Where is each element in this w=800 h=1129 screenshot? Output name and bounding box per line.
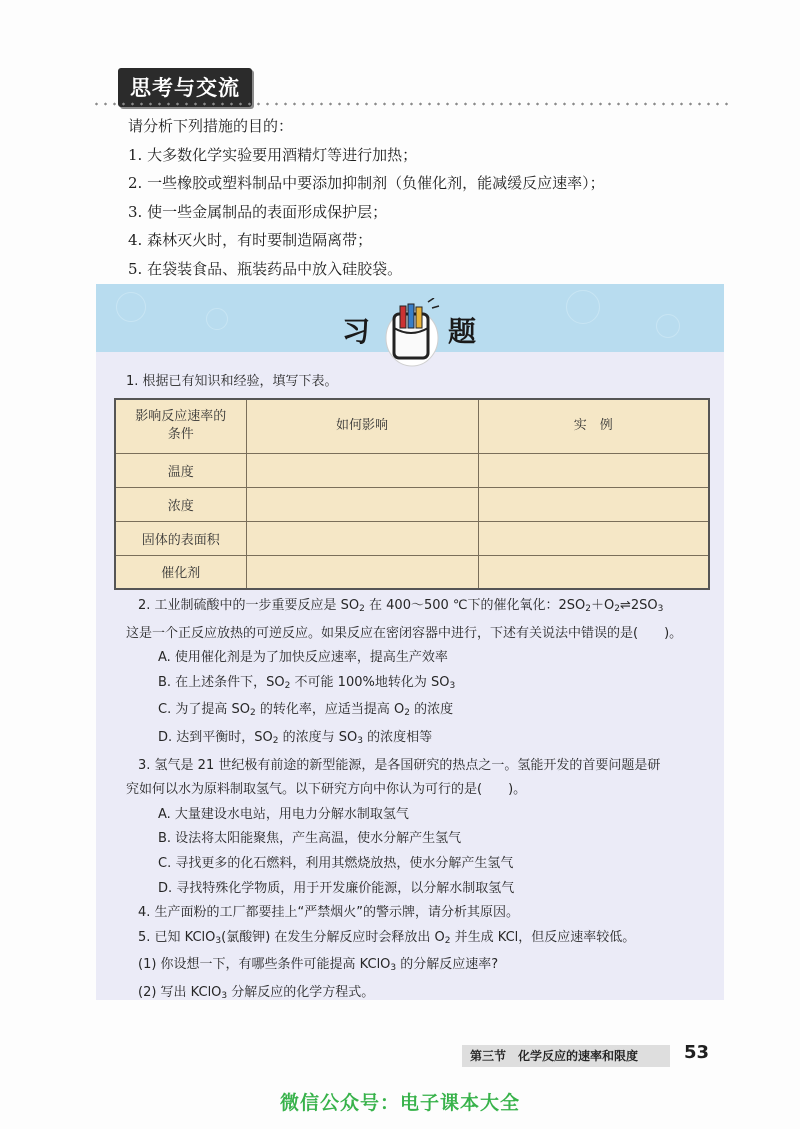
decor-bubble (656, 314, 680, 338)
table-cell-catalyst: 催化剂 (115, 555, 246, 589)
exercise-content (126, 370, 716, 395)
question-5-part-1: (1) 你设想一下，有哪些条件可能提高 KClO$_3$ 的分解反应速率? (138, 957, 499, 974)
think-item-4: 4. 森林灭火时，有时要制造隔离带； (128, 231, 373, 249)
section-footer-label: 第三节 化学反应的速率和限度 (462, 1045, 670, 1067)
decor-bubble (206, 308, 228, 330)
think-item-1: 1. 大多数化学实验要用酒精灯等进行加热； (128, 145, 418, 164)
question-4: 4. 生产面粉的工厂都要挂上“严禁烟火”的警示牌，请分析其原因。 (138, 905, 520, 921)
exercise-questions (126, 594, 716, 1009)
watermark-text: 微信公众号：电子课本大全 (279, 1092, 520, 1114)
table-row (115, 453, 709, 487)
dotted-divider (92, 102, 732, 106)
table-header-row (115, 399, 709, 453)
table-header-example: 实 例 (478, 399, 709, 453)
question-3-option-c: C. 寻找更多的化石燃料，利用其燃烧放热，使水分解产生氢气 (158, 855, 514, 871)
exercise-title-left: 习 (342, 315, 371, 348)
question-2-line-1: 2. 工业制硫酸中的一步重要反应是 $SO_2$ 在 400～500 ℃下的催化氧化：$2SO_2+O_2\rightleftharpoons 2SO_3$ (138, 598, 664, 614)
table-row (115, 487, 709, 521)
table-cell-empty (246, 521, 478, 555)
reaction-rate-table (114, 398, 710, 590)
table-cell-empty (478, 453, 709, 487)
think-item-2: 2. 一些橡胶或塑料制品中要添加抑制剂（负催化剂，能减缓反应速率）； (128, 174, 605, 192)
question-2-line-2: 这是一个正反应放热的可逆反应。如果反应在密闭容器中进行，下述有关说法中错误的是( )。 (126, 625, 683, 641)
table-cell-empty (478, 521, 709, 555)
question-1: 1. 根据已有知识和经验，填写下表。 (126, 374, 338, 389)
exercise-panel (96, 284, 724, 1000)
question-3-option-d: D. 寻找特殊化学物质，用于开发廉价能源，以分解水制取氢气 (158, 880, 515, 896)
question-3-option-a: A. 大量建设水电站，用电力分解水制取氢气 (158, 806, 409, 822)
decor-bubble (116, 292, 146, 322)
question-2-option-d: D. 达到平衡时，$SO_2$ 的浓度与 $SO_3$ 的浓度相等 (158, 729, 433, 746)
question-5-part-2: (2) 写出 KClO$_3$ 分解反应的化学方程式。 (138, 984, 375, 1001)
question-2-option-b: B. 在上述条件下，$SO_2$ 不可能 100%地转化为 $SO_3$ (158, 674, 456, 691)
table-header-condition: 影响反应速率的条件 (115, 399, 246, 453)
page-number: 53 (684, 1042, 710, 1063)
table-cell-empty (478, 487, 709, 521)
question-3-option-b: B. 设法将太阳能聚焦，产生高温，使水分解产生氢气 (158, 831, 462, 847)
table-cell-temperature: 温度 (115, 453, 246, 487)
table-row (115, 521, 709, 555)
question-3-line-2: 究如何以水为原料制取氢气。以下研究方向中你认为可行的是( )。 (126, 782, 527, 798)
decor-bubble (566, 290, 600, 324)
table-cell-empty (246, 487, 478, 521)
think-item-3: 3. 使一些金属制品的表面形成保护层； (128, 202, 388, 221)
question-2-option-c: C. 为了提高 $SO_2$ 的转化率，应适当提高 $O_2$ 的浓度 (158, 702, 454, 719)
table-row (115, 555, 709, 589)
table-cell-empty (246, 555, 478, 589)
notebook-pencil-icon (384, 298, 440, 368)
table-cell-surface-area: 固体的表面积 (115, 521, 246, 555)
table-header-effect: 如何影响 (246, 399, 478, 453)
question-5-line-1: 5. 已知 KClO$_3$(氯酸钾) 在发生分解反应时会释放出 $O_2$ 并生成 KCl，但反应速率较低。 (138, 929, 636, 946)
question-2-option-a: A. 使用催化剂是为了加快反应速率，提高生产效率 (158, 650, 448, 666)
exercise-title-right: 题 (448, 315, 477, 348)
table-cell-empty (246, 453, 478, 487)
question-3-line-1: 3. 氢气是 21 世纪极有前途的新型能源，是各国研究的热点之一。氢能开发的首要问题是研 (138, 757, 661, 773)
think-item-5: 5. 在袋装食品、瓶装药品中放入硅胶袋。 (128, 259, 403, 278)
think-intro: 请分析下列措施的目的： (128, 117, 294, 135)
table-cell-concentration: 浓度 (115, 487, 246, 521)
think-discuss-body (128, 112, 728, 283)
table-cell-empty (478, 555, 709, 589)
think-discuss-tag: 思考与交流 (118, 68, 252, 107)
